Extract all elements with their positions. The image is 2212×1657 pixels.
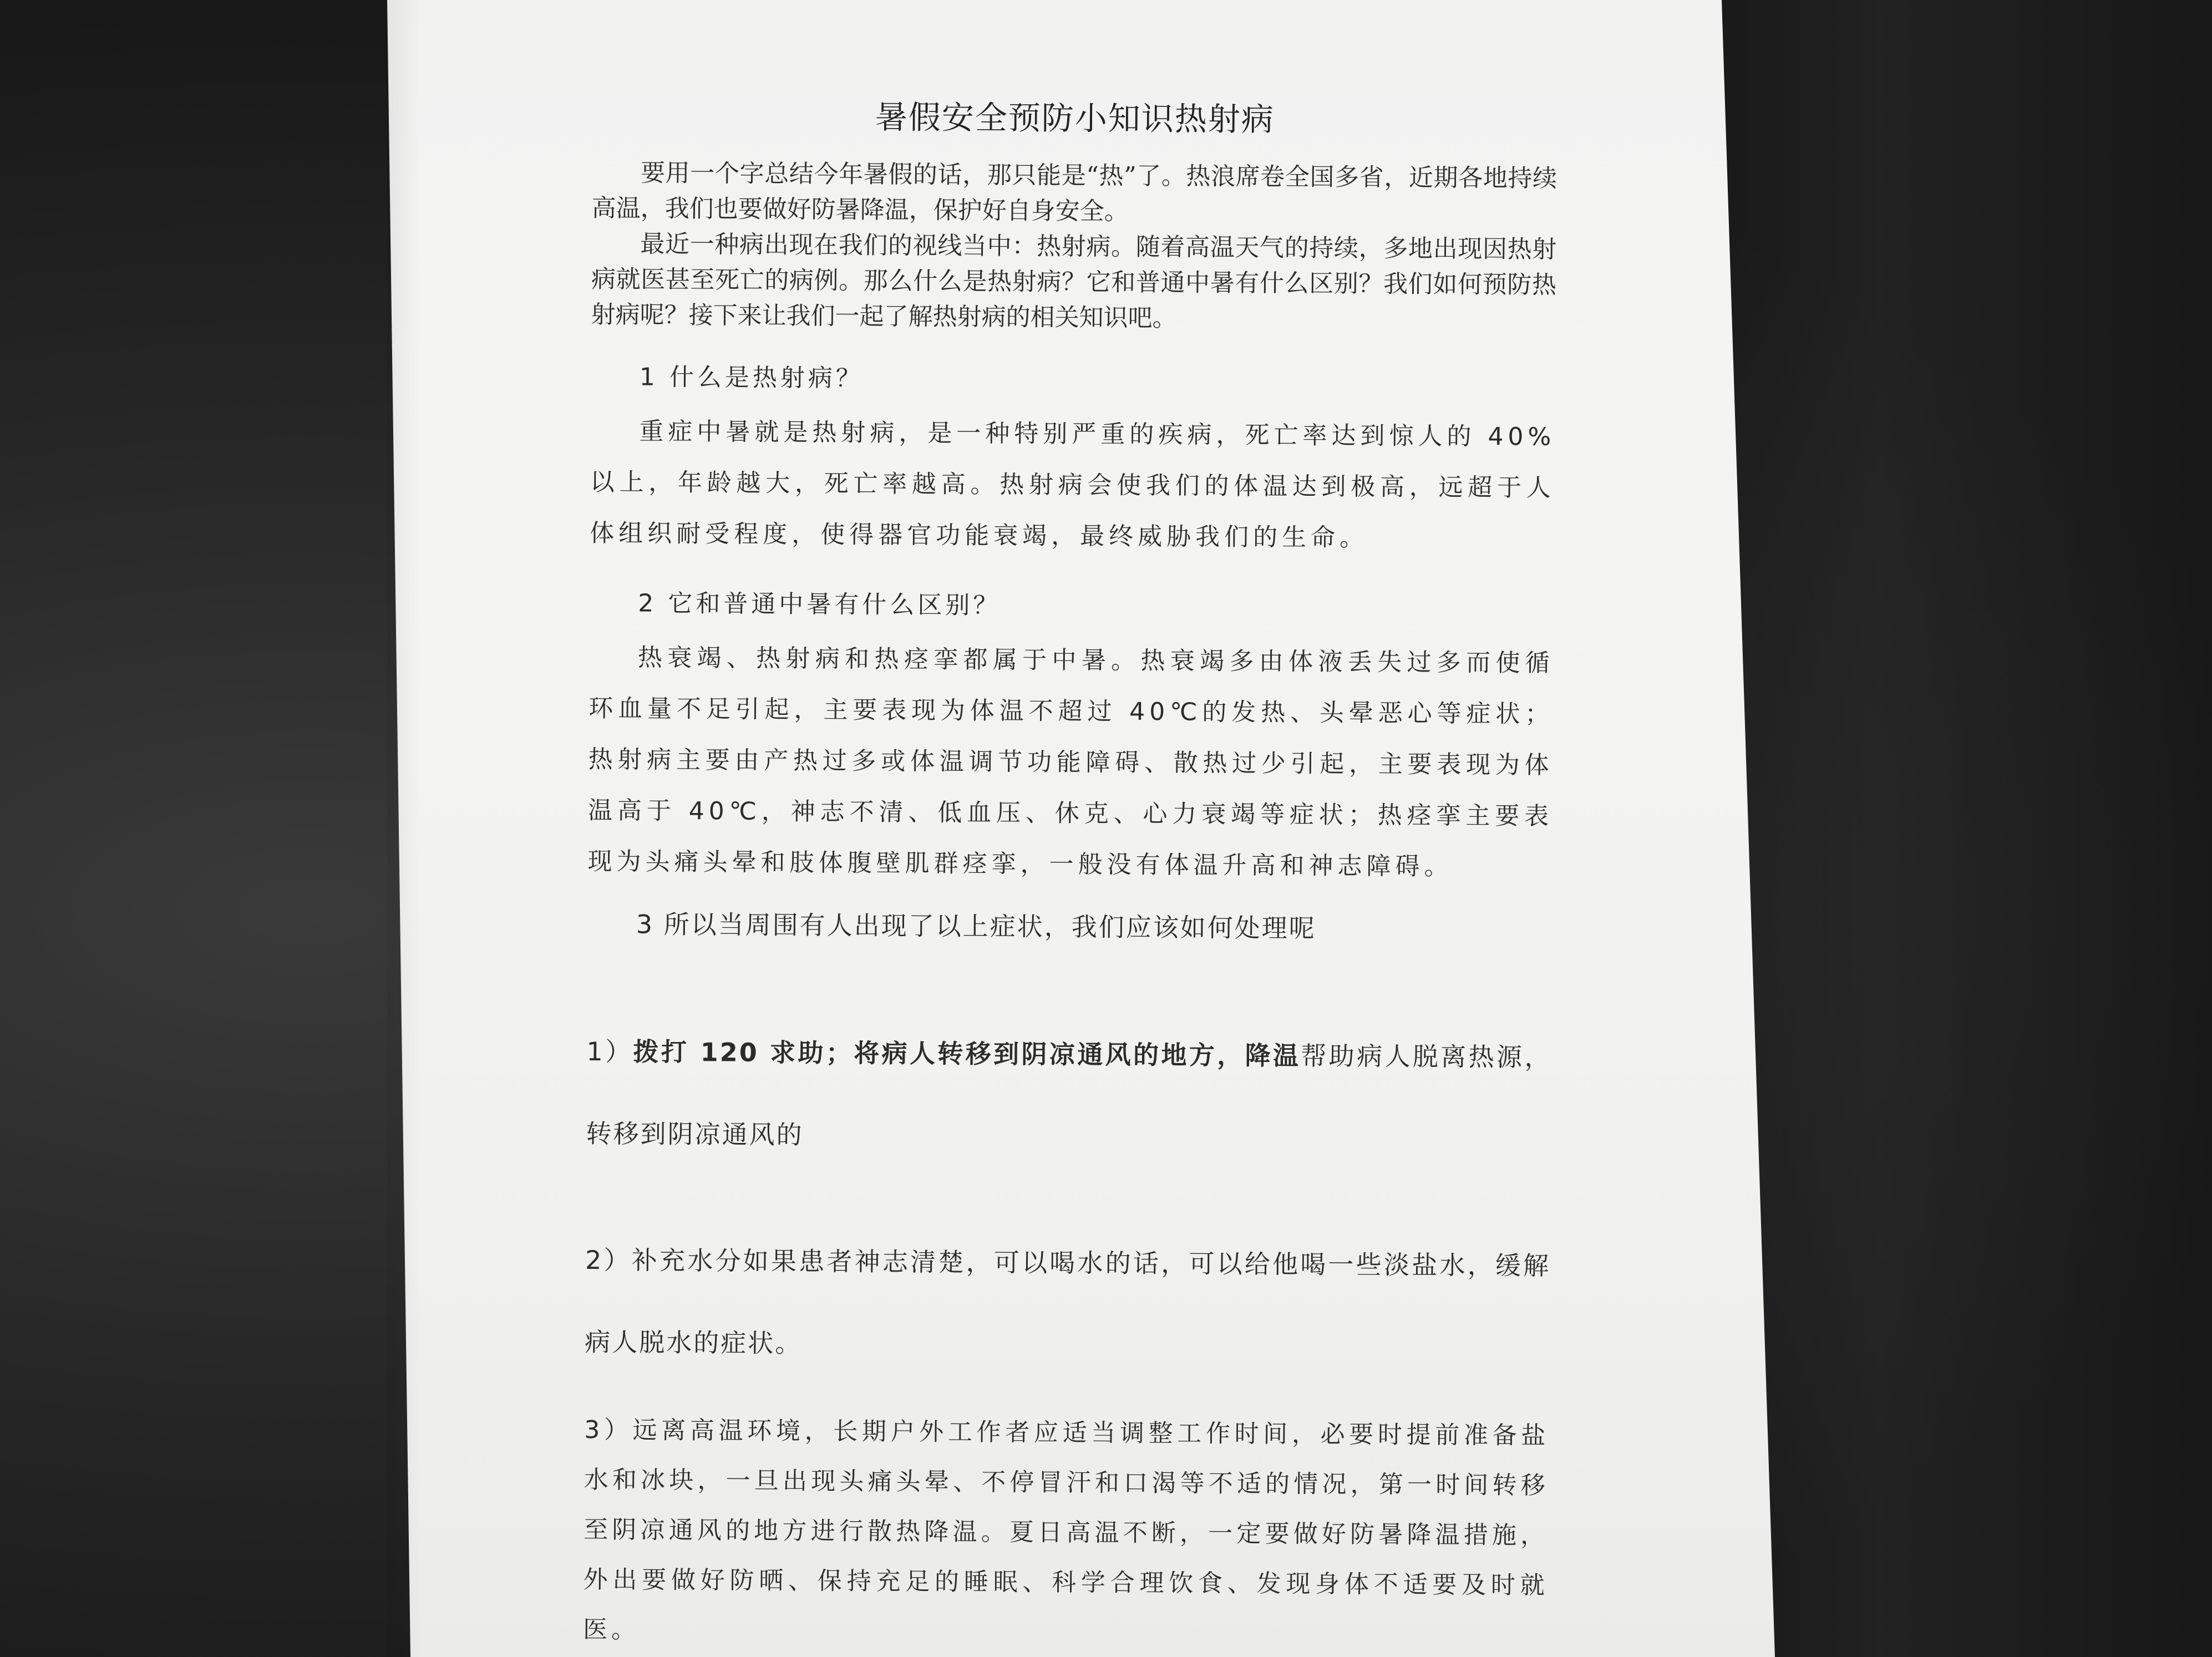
section-3-heading: 3 所以当周围有人出现了以上症状，我们应该如何处理呢 — [636, 909, 1316, 943]
document-body — [583, 94, 1557, 1657]
step-3: 3）远离高温环境，长期户外工作者应适当调整工作时间，必要时提前准备盐水和冰块，一旦出现头痛头晕、不停冒汗和口渴等不适的情况，第一时间转移至阴凉通风的地方进行散热降温。夏日高温不断，一定要做好防暑降温措施，外出要做好防晒、保持充足的睡眠、科学合理饮食、发现身体不适要及时就医。 — [582, 1415, 1550, 1644]
step-2: 2）补充水分如果患者神志清楚，可以喝水的话，可以给他喝一些淡盐水，缓解病人脱水的症状。 — [585, 1244, 1551, 1359]
section-2-heading: 2 它和普通中暑有什么区别？ — [638, 589, 1001, 620]
section-1-body: 重症中暑就是热射病，是一种特别严重的疾病，死亡率达到惊人的 40%以上，年龄越大，死亡率越高。热射病会使我们的体温达到极高，远超于人体组织耐受程度，使得器官功能衰竭，最终威胁我们的生命。 — [590, 417, 1556, 552]
step-1 — [586, 1010, 1552, 1181]
intro-paragraph: 要用一个字总结今年暑假的话，那只能是“热”了。热浪席卷全国多省，近期各地持续高温，我们也要做好防暑降温，保护好自身安全。 — [591, 159, 1557, 226]
step-1-bold-text: 拨打 120 求助；将病人转移到阴凉通风的地方，降温 — [633, 1036, 1301, 1071]
step-1-text: 帮助病人脱离热源，转移到阴凉通风的 — [586, 1040, 1552, 1150]
section-2-body: 热衰竭、热射病和热痉挛都属于中暑。热衰竭多由体液丢失过多而使循环血量不足引起，主要表现为体温不超过 40℃的发热、头晕恶心等症状；热射病主要由产热过多或体温调节功能障碍、散热过少引起，主要表现为体温高于 40℃，神志不清、低血压、休克、心力衰竭等症状；热痉挛主要表现为头痛头晕和肢体腹壁肌群痉挛，一般没有体温升高和神志障碍。 — [587, 643, 1554, 881]
step-1-number: 1） — [586, 1036, 633, 1067]
intro-paragraph: 最近一种病出现在我们的视线当中：热射病。随着高温天气的持续，多地出现因热射病就医甚至死亡的病例。那么什么是热射病？它和普通中暑有什么区别？我们如何预防热射病呢？接下来让我们一起了解热射病的相关知识吧。 — [591, 230, 1557, 333]
document-title: 暑假安全预防小知识热射病 — [875, 98, 1275, 139]
section-1-heading: 1 什么是热射病？ — [639, 363, 864, 393]
paper-edge-shadow — [387, 0, 420, 1657]
